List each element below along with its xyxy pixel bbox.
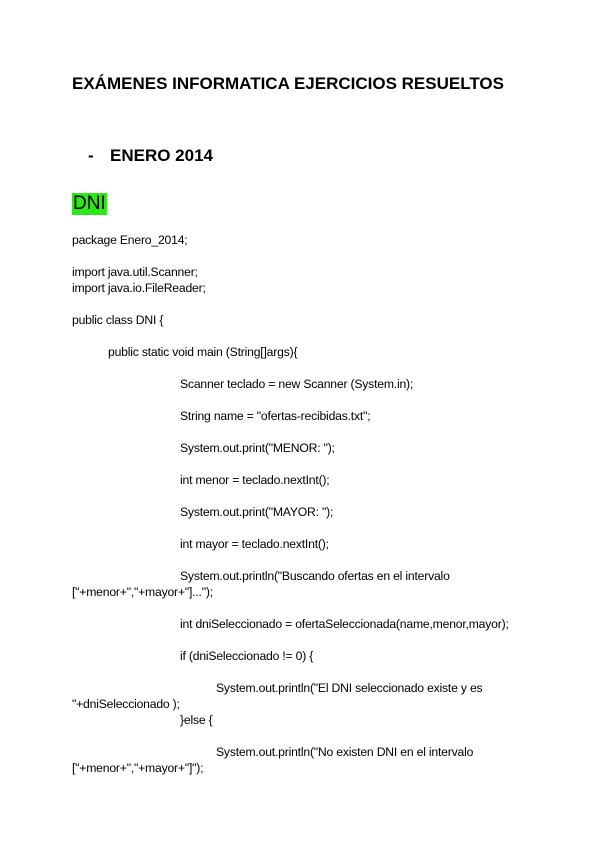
code-line: ["+menor+","+mayor+"]"); bbox=[72, 761, 204, 775]
document-title: EXÁMENES INFORMATICA EJERCICIOS RESUELTOS bbox=[72, 74, 504, 93]
code-line: import java.io.FileReader; bbox=[72, 281, 206, 295]
code-line: }else { bbox=[180, 713, 213, 727]
code-line: public static void main (String[]args){ bbox=[108, 345, 298, 359]
section-heading-highlighted: DNI bbox=[73, 193, 106, 214]
code-line: String name = "ofertas-recibidas.txt"; bbox=[180, 409, 371, 423]
code-line: int menor = teclado.nextInt(); bbox=[180, 473, 330, 487]
code-line: System.out.print("MENOR: "); bbox=[180, 441, 335, 455]
code-line: public class DNI { bbox=[72, 313, 164, 327]
bullet-marker: - bbox=[88, 146, 94, 165]
code-line: if (dniSeleccionado != 0) { bbox=[180, 649, 314, 663]
code-line: Scanner teclado = new Scanner (System.in); bbox=[180, 377, 414, 391]
code-line: System.out.print("MAYOR: "); bbox=[180, 505, 334, 519]
code-line: System.out.println("No existen DNI en el intervalo bbox=[216, 745, 474, 759]
code-line: int mayor = teclado.nextInt(); bbox=[180, 537, 329, 551]
code-line: System.out.println("Buscando ofertas en el intervalo bbox=[180, 569, 450, 583]
code-line: System.out.println("El DNI seleccionado existe y es bbox=[216, 681, 483, 695]
code-line: import java.util.Scanner; bbox=[72, 265, 198, 279]
code-line: "+dniSeleccionado ); bbox=[72, 697, 180, 711]
bullet-item bbox=[88, 146, 213, 166]
code-line: int dniSeleccionado = ofertaSeleccionada(name,menor,mayor); bbox=[180, 617, 509, 631]
bullet-text: ENERO 2014 bbox=[110, 146, 213, 165]
code-line: package Enero_2014; bbox=[72, 233, 188, 247]
code-line: ["+menor+","+mayor+"]..."); bbox=[72, 585, 213, 599]
